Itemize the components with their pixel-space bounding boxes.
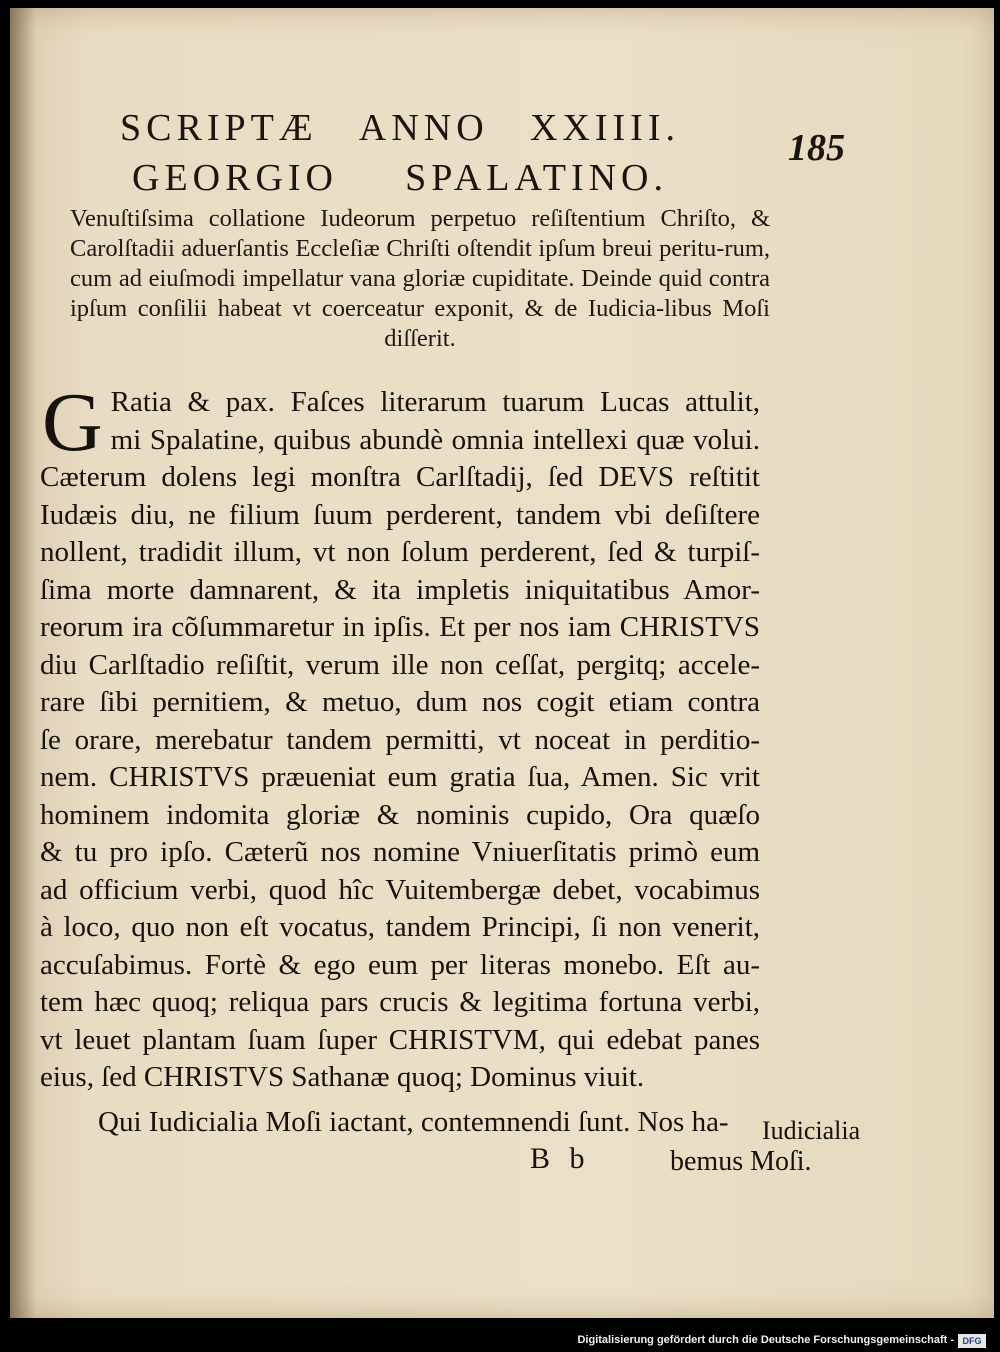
body-line: Iudæis diu, ne filium ſuum perderent, tandem vbi deſiſtere [40,498,760,531]
page-number: 185 [788,127,845,169]
subhead-word: SPALATINO. [405,157,668,199]
running-head-word: ANNO [358,107,489,149]
main-text [40,376,760,1097]
subhead [132,156,668,200]
body-line: Ratia & pax. Faſces literarum tuarum Lucas attulit, [110,386,760,418]
body-line: tem hæc quoq; reliqua pars crucis & legitima fortuna verbi, [40,986,760,1018]
body-line: reorum ira cõſummaretur in ipſis. Et per nos iam CHRISTVS [40,611,760,643]
running-head-word: SCRIPTÆ [120,107,318,149]
book-page [10,8,994,1318]
second-paragraph: Qui Iudicialia Moſi iactant, contemnendi ſunt. Nos ha- [98,1106,729,1138]
digitization-footer [0,1330,1000,1352]
body-line: nem. CHRISTVS præueniat eum gratia ſua, Amen. Sic vrit [40,761,760,793]
catchword: bemus Moſi. [670,1146,812,1177]
body-line: eius, ſed CHRISTVS Sathanæ quoq; Dominus viuit. [40,1061,645,1093]
body-line: vt leuet plantam ſuam ſuper CHRISTVM, qui edebat panes [40,1023,760,1056]
body-line: ad officium verbi, quod hîc Vuitembergæ debet, vocabimus [40,873,760,906]
chapter-summary: Venuſtiſsima collatione Iudeorum perpetuo reſiſtentium Chriſto, & Carolſtadii aduerſantis Eccleſiæ Chriſti oſtendit ipſum breui peritu-rum, cum ad eiuſmodi impellatur vana gloriæ cupiditate. Deinde quid contra ipſum conſilii habeat vt coerceatur exponit, & de Iudicia-libus Moſi diſſerit. [70,205,770,352]
dfg-logo-icon: DFG [958,1334,986,1348]
signature-mark: B b [530,1142,591,1175]
funding-credit: Digitalisierung gefördert durch die Deutsche Forschungsgemeinschaft - [577,1334,954,1346]
body-line: accuſabimus. Fortè & ego eum per literas monebo. Eſt au- [40,948,760,981]
body-line: diu Carlſtadio reſiſtit, verum ille non ceſſat, pergitq; accele- [40,648,760,681]
subhead-word: GEORGIO [132,157,338,199]
body-line: rare ſibi pernitiem, & metuo, dum nos cogit etiam contra [40,686,760,718]
body-line: à loco, quo non eſt vocatus, tandem Principi, ſi non venerit, [40,911,760,943]
body-line: hominem indomita gloriæ & nominis cupido, Ora quæſo [40,798,760,831]
body-line: & tu pro ipſo. Cæterũ nos nomine Vniuerſitatis primò eum [40,836,760,868]
drop-capital: G [42,376,103,469]
body-line: Cæterum dolens legi monſtra Carlſtadij, ſed DEVS reſtitit [40,461,760,493]
body-line: mi Spalatine, quibus abundè omnia intellexi quæ volui. [110,423,760,456]
marginal-note: Iudicialia [762,1116,861,1145]
body-line: nollent, tradidit illum, vt non ſolum perderent, ſed & turpiſ- [40,536,760,568]
running-head [120,106,680,150]
body-lines [40,376,760,1097]
running-head-word: XXIIII. [529,107,680,149]
body-line: ſima morte damnarent, & ita impletis iniquitatibus Amor- [40,573,760,606]
body-line: ſe orare, merebatur tandem permitti, vt noceat in perditio- [40,723,760,756]
